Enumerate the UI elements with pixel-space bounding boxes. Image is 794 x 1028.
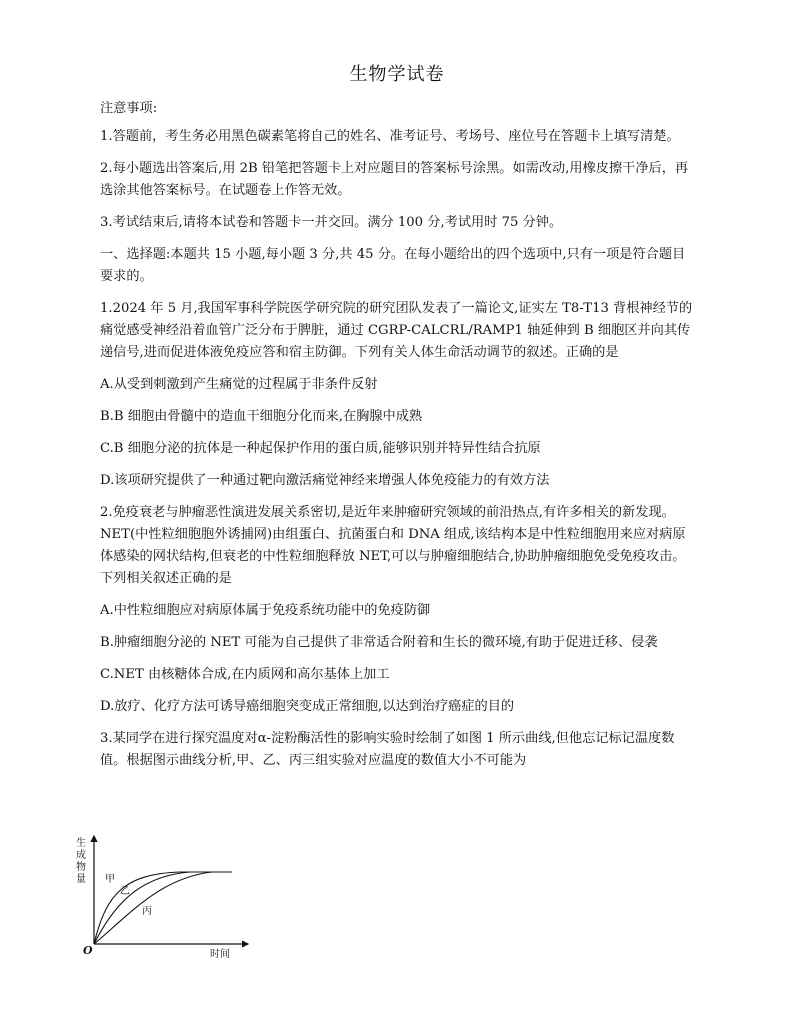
question-1-stem: 1.2024 年 5 月,我国军事科学院医学研究院的研究团队发表了一篇论文,证实左 T8-T13 背根神经节的痛觉感受神经沿着血管广泛分布于脾脏，通过 CGRP-CALCRL/RAMP1 轴延伸到 B 细胞区并向其传递信号,进而促进体液免疫应答和宿主防御。下列有关人体生命活动调节的叙述。正确的是	[100, 301, 693, 360]
notice-heading: 注意事项:	[100, 101, 158, 116]
notice-item-2: 2.每小题选出答案后,用 2B 铅笔把答题卡上对应题目的答案标号涂黑。如需改动,用橡皮擦干净后，再选涂其他答案标号。在试题卷上作答无效。	[100, 161, 689, 198]
curve-label-jia: 甲	[105, 874, 115, 885]
notice-item-1: 1.答题前，考生务必用黑色碳素笔将自己的姓名、准考证号、考场号、座位号在答题卡上填写清楚。	[100, 129, 680, 144]
question-2-option-a: A.中性粒细胞应对病原体属于免疫系统功能中的免疫防御	[100, 603, 431, 618]
y-axis-label-char-3: 物	[76, 862, 86, 873]
origin-label: O	[83, 944, 93, 957]
question-1-option-d: D.该项研究提供了一种通过靶向激活痛觉神经来增强人体免疫能力的有效方法	[100, 473, 550, 488]
question-2-option-b: B.肿瘤细胞分泌的 NET 可能为自己提供了非常适合附着和生长的微环境,有助于促进迁移、侵袭	[100, 635, 658, 650]
question-2-option-d: D.放疗、化疗方法可诱导癌细胞突变成正常细胞,以达到治疗癌症的目的	[100, 699, 515, 714]
question-3-stem: 3.某同学在进行探究温度对α-淀粉酶活性的影响实验时绘制了如图 1 所示曲线,但他忘记标记温度数值。根据图示曲线分析,甲、乙、丙三组实验对应温度的数值大小不可能为	[100, 731, 675, 768]
question-2-stem: 2.免疫衰老与肿瘤恶性演进发展关系密切,是近年来肿瘤研究领域的前沿热点,有许多相关的新发现。NET(中性粒细胞胞外诱捕网)由组蛋白、抗菌蛋白和 DNA 组成,该结构本是中性粒细胞用来应对病原体感染的网状结构,但衰老的中性粒细胞释放 NET,可以与肿瘤细胞结合,协助肿瘤细胞免受免疫攻击。下列相关叙述正确的是	[100, 505, 686, 586]
figure-1	[72, 832, 252, 962]
product-time-graph	[72, 832, 252, 962]
section-heading: 一、选择题:本题共 15 小题,每小题 3 分,共 45 分。在每小题给出的四个选项中,只有一项是符合题目要求的。	[100, 247, 686, 284]
question-1-option-b: B.B 细胞由骨髓中的造血干细胞分化而来,在胸腺中成熟	[100, 409, 423, 424]
question-1-option-a: A.从受到刺激到产生痛觉的过程属于非条件反射	[100, 377, 378, 392]
exam-content	[100, 98, 698, 782]
notice-item-3: 3.考试结束后,请将本试卷和答题卡一并交回。满分 100 分,考试用时 75 分钟。	[100, 215, 563, 230]
page-title: 生物学试卷	[349, 64, 445, 85]
curve-label-yi: 乙	[120, 886, 130, 897]
y-axis-label-char-1: 生	[76, 838, 86, 849]
y-axis-label-char-2: 成	[76, 850, 86, 861]
question-2-option-c: C.NET 由核糖体合成,在内质网和高尔基体上加工	[100, 667, 390, 682]
question-1-option-c: C.B 细胞分泌的抗体是一种起保护作用的蛋白质,能够识别并特异性结合抗原	[100, 441, 541, 456]
curve-label-bing: 丙	[142, 906, 152, 917]
y-axis-label-char-4: 量	[76, 874, 86, 885]
x-axis-label: 时间	[210, 949, 230, 960]
